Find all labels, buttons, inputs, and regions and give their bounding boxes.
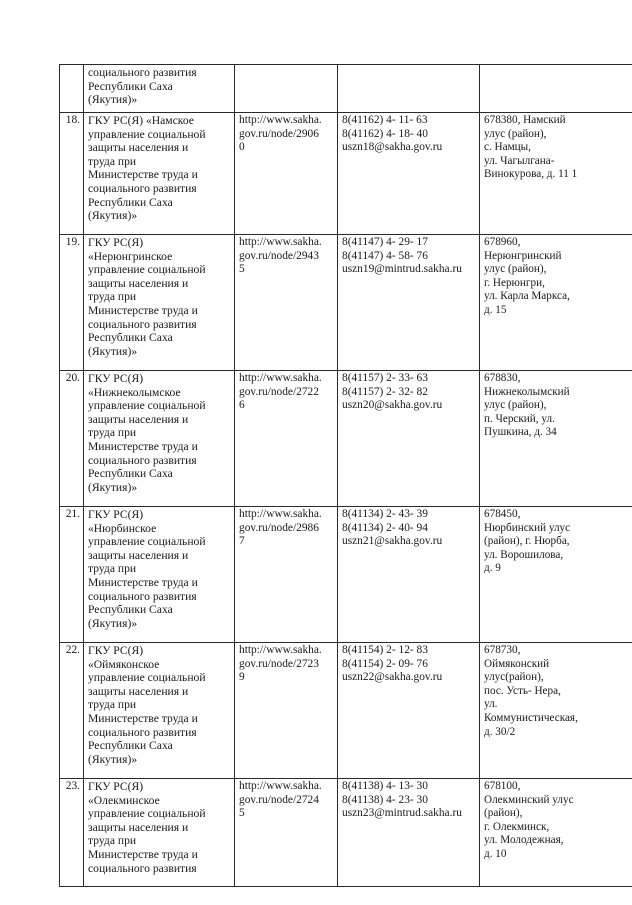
table-row bbox=[60, 113, 632, 235]
organization-name-line: социального развития bbox=[88, 66, 197, 79]
table-row bbox=[60, 779, 632, 887]
organization-name-line: Республики Саха bbox=[88, 603, 173, 617]
organization-name-line: ГКУ РС(Я) bbox=[88, 644, 144, 657]
contacts-cell bbox=[338, 507, 480, 643]
address-line: д. 10 bbox=[484, 847, 507, 860]
website-line: gov.ru/node/2722 bbox=[239, 385, 319, 398]
row-number-cell bbox=[60, 235, 84, 371]
organization-name-line: защиты населения и bbox=[88, 548, 189, 562]
organization-name-line: Республики Саха bbox=[88, 195, 173, 209]
row-number: 23. bbox=[65, 780, 80, 792]
address-cell bbox=[480, 113, 632, 235]
contacts-line: 8(41147) 4- 29- 17 bbox=[342, 236, 428, 248]
address-line: улус(район), bbox=[484, 671, 544, 684]
organization-name-line: Министерстве труда и bbox=[88, 439, 198, 453]
address-line: улус (район), bbox=[484, 127, 547, 140]
row-number: 20. bbox=[65, 372, 80, 384]
organization-name-line: Министерстве труда и bbox=[88, 711, 198, 725]
website-cell bbox=[235, 235, 338, 371]
contacts-cell bbox=[338, 65, 480, 113]
website-line: gov.ru/node/2906 bbox=[239, 127, 319, 140]
address-line: Винокурова, д. 11 1 bbox=[484, 168, 578, 181]
contacts-cell bbox=[338, 643, 480, 779]
organization-name-line: социального развития bbox=[88, 181, 197, 195]
organization-name-line: защиты населения и bbox=[88, 684, 189, 698]
row-number-cell bbox=[60, 113, 84, 235]
contacts-line: uszn19@mintrud.sakha.ru bbox=[342, 263, 462, 276]
address-line: Коммунистическая, bbox=[484, 711, 578, 724]
organization-name-line: ГКУ РС(Я) bbox=[88, 372, 144, 385]
website-line: gov.ru/node/2724 bbox=[239, 793, 319, 806]
website-cell bbox=[235, 643, 338, 779]
website-line: http://www.sakha. bbox=[239, 508, 322, 520]
contacts-line: 8(41157) 2- 33- 63 bbox=[342, 372, 428, 384]
organization-name-line: (Якутия)» bbox=[88, 616, 138, 630]
organization-name-cell bbox=[84, 507, 235, 643]
organization-name-cell bbox=[84, 779, 235, 887]
row-number: 22. bbox=[65, 644, 80, 656]
address-line: г. Нерюнгри, bbox=[484, 276, 545, 289]
website-line: http://www.sakha. bbox=[239, 780, 322, 792]
organization-name-line: труда при bbox=[88, 154, 137, 168]
address-line: Нижнеколымский bbox=[484, 385, 570, 398]
website-cell bbox=[235, 507, 338, 643]
organization-name-cell bbox=[84, 113, 235, 235]
organization-name-line: (Якутия)» bbox=[88, 480, 138, 494]
address-cell bbox=[480, 371, 632, 507]
address-line: (район), г. Нюрба, bbox=[484, 535, 570, 548]
organization-name-line: Республики Саха bbox=[88, 331, 173, 345]
organization-name-line: Республики Саха bbox=[88, 79, 173, 93]
organization-name-line: (Якутия)» bbox=[88, 209, 138, 223]
organization-name-line: управление социальной bbox=[88, 399, 206, 413]
address-line: Нерюнгринский bbox=[484, 249, 562, 262]
website-cell bbox=[235, 779, 338, 887]
contacts-line: 8(41154) 2- 09- 76 bbox=[342, 657, 428, 670]
row-number-cell bbox=[60, 643, 84, 779]
contacts-line: uszn20@sakha.gov.ru bbox=[342, 399, 443, 412]
organization-name-line: труда при bbox=[88, 562, 137, 576]
website-line: http://www.sakha. bbox=[239, 114, 322, 126]
organization-name-line: защиты населения и bbox=[88, 276, 189, 290]
website-line: 0 bbox=[239, 141, 245, 154]
organization-name-line: «Нерюнгринское bbox=[88, 249, 173, 263]
address-line: улус (район), bbox=[484, 399, 547, 412]
organization-name-line: (Якутия)» bbox=[88, 752, 138, 766]
organization-name-line: ГКУ РС(Я) «Намское bbox=[88, 114, 194, 127]
organization-name-line: социального развития bbox=[88, 317, 197, 331]
table-row bbox=[60, 65, 632, 113]
website-line: http://www.sakha. bbox=[239, 644, 322, 656]
website-line: gov.ru/node/2723 bbox=[239, 657, 319, 670]
contacts-line: uszn21@sakha.gov.ru bbox=[342, 535, 443, 548]
address-line: ул. Молодежная, bbox=[484, 834, 564, 847]
organization-name-cell bbox=[84, 371, 235, 507]
address-line: д. 9 bbox=[484, 562, 501, 575]
organization-name-line: (Якутия)» bbox=[88, 93, 138, 107]
contacts-line: 8(41157) 2- 32- 82 bbox=[342, 385, 428, 398]
table-row bbox=[60, 371, 632, 507]
address-line: ул. Ворошилова, bbox=[484, 548, 564, 561]
address-line: 678100, bbox=[484, 780, 521, 792]
website-cell bbox=[235, 113, 338, 235]
address-line: д. 15 bbox=[484, 303, 507, 316]
website-line: 6 bbox=[239, 399, 245, 412]
row-number-cell bbox=[60, 371, 84, 507]
website-line: http://www.sakha. bbox=[239, 372, 322, 384]
address-line: Оймяконский bbox=[484, 657, 550, 670]
website-line: 5 bbox=[239, 263, 245, 276]
contacts-cell bbox=[338, 779, 480, 887]
organization-name-line: «Нижнеколымское bbox=[88, 385, 181, 399]
row-number: 18. bbox=[65, 114, 80, 126]
organization-name-line: управление социальной bbox=[88, 263, 206, 277]
organization-name-line: защиты населения и bbox=[88, 820, 189, 834]
organization-name-line: труда при bbox=[88, 290, 137, 304]
address-line: 678960, bbox=[484, 236, 521, 248]
contacts-line: uszn18@sakha.gov.ru bbox=[342, 141, 443, 154]
organization-name-line: «Нюрбинское bbox=[88, 521, 157, 535]
address-line: пос. Усть- Нера, bbox=[484, 684, 561, 697]
organization-name-line: Министерстве труда и bbox=[88, 847, 198, 861]
organization-name-line: управление социальной bbox=[88, 671, 206, 685]
address-line: ул. Карла Маркса, bbox=[484, 290, 570, 303]
address-line: 678450, bbox=[484, 508, 521, 520]
contacts-line: 8(41162) 4- 11- 63 bbox=[342, 114, 428, 126]
contacts-line: 8(41138) 4- 13- 30 bbox=[342, 780, 428, 792]
organization-name-line: социального развития bbox=[88, 589, 197, 603]
row-number-cell bbox=[60, 507, 84, 643]
organization-name-line: Министерстве труда и bbox=[88, 303, 198, 317]
contacts-line: 8(41134) 2- 40- 94 bbox=[342, 521, 428, 534]
organization-name-line: социального развития bbox=[88, 453, 197, 467]
row-number-cell bbox=[60, 65, 84, 113]
organization-name-line: ГКУ РС(Я) bbox=[88, 236, 144, 249]
organization-name-cell bbox=[84, 65, 235, 113]
organization-name-line: труда при bbox=[88, 426, 137, 440]
organization-name-line: труда при bbox=[88, 834, 137, 848]
organization-name-line: Министерстве труда и bbox=[88, 575, 198, 589]
address-line: д. 30/2 bbox=[484, 725, 516, 738]
website-line: 9 bbox=[239, 671, 245, 684]
address-cell bbox=[480, 779, 632, 887]
contacts-line: 8(41147) 4- 58- 76 bbox=[342, 249, 428, 262]
organization-name-cell bbox=[84, 235, 235, 371]
organization-name-line: ГКУ РС(Я) bbox=[88, 780, 144, 793]
address-line: п. Черский, ул. bbox=[484, 412, 555, 425]
website-line: gov.ru/node/2986 bbox=[239, 521, 319, 534]
contacts-line: 8(41154) 2- 12- 83 bbox=[342, 644, 428, 656]
address-line: (район), bbox=[484, 807, 523, 820]
organization-name-line: «Олекминское bbox=[88, 793, 160, 807]
address-line: 678380, Намский bbox=[484, 114, 566, 126]
website-cell bbox=[235, 371, 338, 507]
address-cell bbox=[480, 507, 632, 643]
contacts-line: uszn22@sakha.gov.ru bbox=[342, 671, 443, 684]
address-line: Пушкина, д. 34 bbox=[484, 426, 557, 439]
organization-name-line: управление социальной bbox=[88, 807, 206, 821]
organization-name-line: социального развития bbox=[88, 861, 197, 875]
contacts-line: uszn23@mintrud.sakha.ru bbox=[342, 807, 462, 820]
address-line: 678830, bbox=[484, 372, 521, 384]
address-cell bbox=[480, 643, 632, 779]
contacts-cell bbox=[338, 235, 480, 371]
address-line: ул. Чагылгана- bbox=[484, 154, 555, 167]
organization-name-line: ГКУ РС(Я) bbox=[88, 508, 144, 521]
address-line: Олекминский улус bbox=[484, 793, 574, 806]
contacts-cell bbox=[338, 113, 480, 235]
organization-name-line: труда при bbox=[88, 698, 137, 712]
organization-name-line: (Якутия)» bbox=[88, 344, 138, 358]
website-cell bbox=[235, 65, 338, 113]
organization-name-cell bbox=[84, 643, 235, 779]
address-line: с. Намцы, bbox=[484, 141, 531, 154]
organization-name-line: защиты населения и bbox=[88, 141, 189, 155]
address-line: Нюрбинский улус bbox=[484, 521, 571, 534]
website-line: gov.ru/node/2943 bbox=[239, 249, 319, 262]
organizations-table bbox=[59, 64, 632, 887]
contacts-cell bbox=[338, 371, 480, 507]
organization-name-line: «Оймяконское bbox=[88, 657, 160, 671]
address-cell bbox=[480, 235, 632, 371]
table-row bbox=[60, 643, 632, 779]
organization-name-line: защиты населения и bbox=[88, 412, 189, 426]
address-cell bbox=[480, 65, 632, 113]
address-line: улус (район), bbox=[484, 263, 547, 276]
table-row bbox=[60, 507, 632, 643]
address-line: ул. bbox=[484, 698, 498, 711]
contacts-line: 8(41162) 4- 18- 40 bbox=[342, 127, 428, 140]
website-line: 7 bbox=[239, 535, 245, 548]
website-line: http://www.sakha. bbox=[239, 236, 322, 248]
contacts-line: 8(41134) 2- 43- 39 bbox=[342, 508, 428, 520]
organization-name-line: управление социальной bbox=[88, 535, 206, 549]
row-number: 21. bbox=[65, 508, 80, 520]
address-line: 678730, bbox=[484, 644, 521, 656]
website-line: 5 bbox=[239, 807, 245, 820]
organization-name-line: Республики Саха bbox=[88, 467, 173, 481]
table-row bbox=[60, 235, 632, 371]
contacts-line: 8(41138) 4- 23- 30 bbox=[342, 793, 428, 806]
organization-name-line: социального развития bbox=[88, 725, 197, 739]
organization-name-line: Республики Саха bbox=[88, 739, 173, 753]
row-number: 19. bbox=[65, 236, 80, 248]
organization-name-line: управление социальной bbox=[88, 127, 206, 141]
address-line: г. Олекминск, bbox=[484, 820, 550, 833]
organization-name-line: Министерстве труда и bbox=[88, 168, 198, 182]
row-number-cell bbox=[60, 779, 84, 887]
